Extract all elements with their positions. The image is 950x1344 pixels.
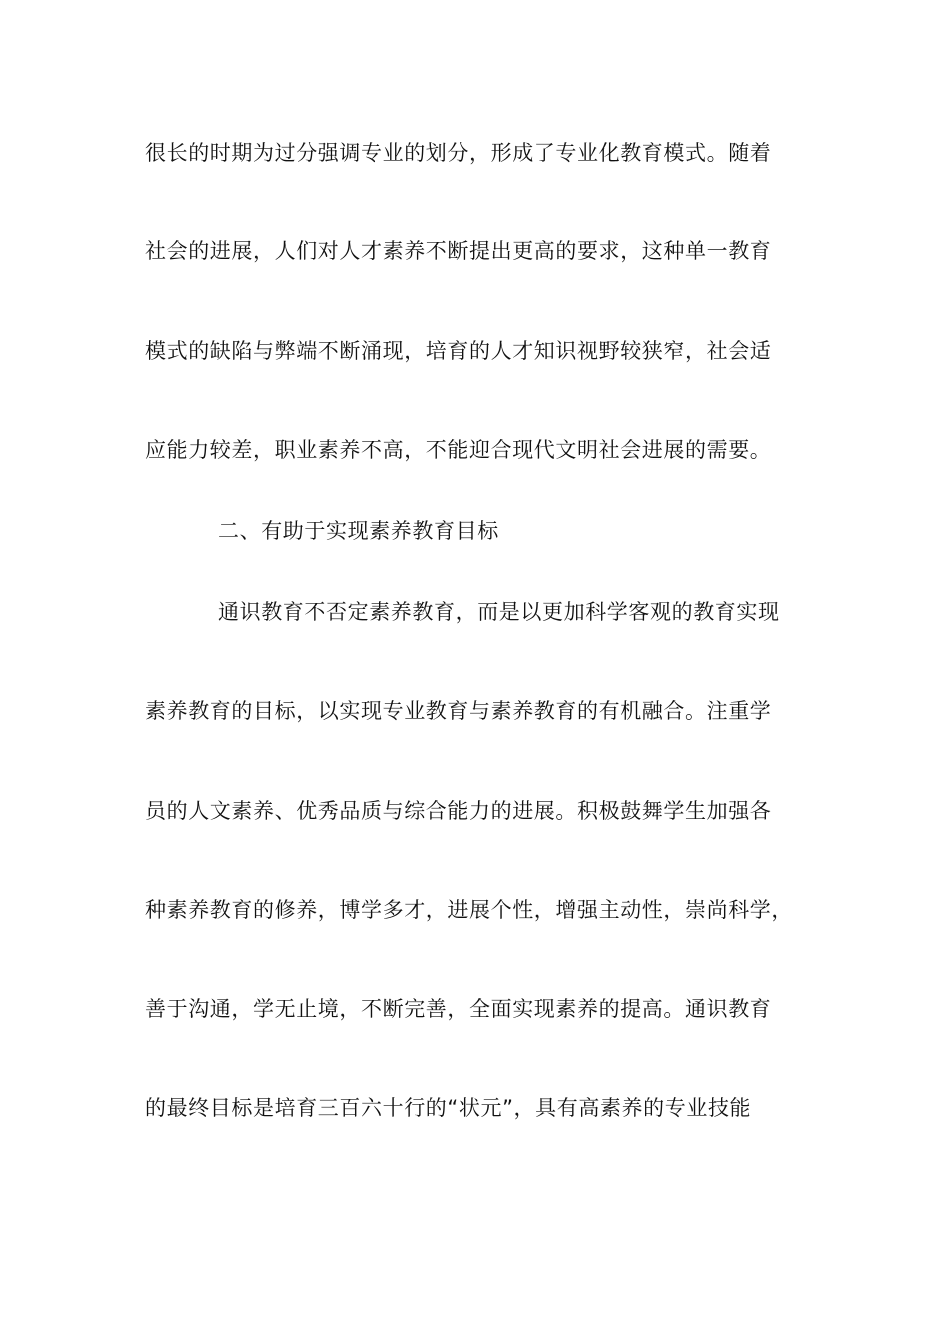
- paragraph-line: 通识教育不否定素养教育，而是以更加科学客观的教育实现: [218, 600, 780, 624]
- paragraph-line: 素养教育的目标，以实现专业教育与素养教育的有机融合。注重学: [145, 699, 772, 723]
- paragraph-line: 善于沟通，学无止境，不断完善，全面实现素养的提高。通识教育: [145, 997, 772, 1021]
- section-heading: 二、有助于实现素养教育目标: [218, 519, 499, 543]
- paragraph-line: 应能力较差，职业素养不高，不能迎合现代文明社会进展的需要。: [145, 438, 772, 462]
- paragraph-line: 种素养教育的修养，博学多才，进展个性，增强主动性，崇尚科学，: [145, 898, 793, 922]
- paragraph-line: 员的人文素养、优秀品质与综合能力的进展。积极鼓舞学生加强各: [145, 799, 772, 823]
- paragraph-line: 模式的缺陷与弊端不断涌现，培育的人才知识视野较狭窄，社会适: [145, 339, 772, 363]
- paragraph-line: 社会的进展，人们对人才素养不断提出更高的要求，这种单一教育: [145, 239, 772, 263]
- paragraph-line: 的最终目标是培育三百六十行的“状元”，具有高素养的专业技能: [145, 1096, 752, 1120]
- paragraph-line: 很长的时期为过分强调专业的划分，形成了专业化教育模式。随着: [145, 141, 772, 165]
